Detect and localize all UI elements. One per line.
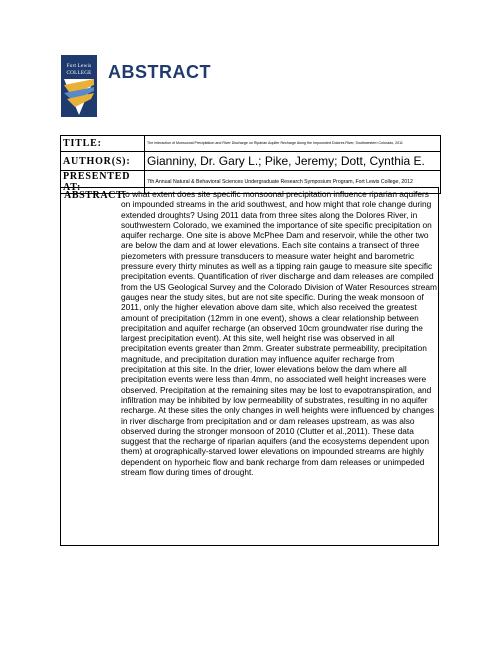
logo-line2: COLLEGE [66,70,92,76]
abstract-label: ABSTRACT: [64,190,127,201]
college-logo [61,55,97,117]
title-row [61,136,441,152]
author-row [61,152,441,171]
page-heading: ABSTRACT [108,62,211,82]
presented-label: PRESENTED AT: [61,171,145,194]
presented-value: 7th Annual Natural & Behavioral Sciences Undergraduate Research Symposium Program, Fort Lewis College, 2012 [145,171,441,194]
abstract-box [60,187,439,546]
author-label: AUTHOR(S): [61,152,145,171]
abstract-text: To what extent does site specific monsoonal precipitation influence riparian aquifers on impounded streams in the arid southwest, and how might that role change during extended droughts? Using 2011 data from three sites along the Dolores River, in southwestern Colorado, we examined the importance of site specific precipitation on aquifer recharge. One site is above McPhee Dam and reservoir, while the other two are below the dam and at lower elevations. Each site contains a transect of three piezometers with pressure transducers to measure water height and barometric pressure every thirty minutes as well as a tipping rain gauge to measure site specific precipitation events. Quantification of river discharge and dam releases are compiled from the US Geological Survey and the Colorado Division of Water Resources stream gauges near the study sites, but are not site specific. During the weak monsoon of 2011, only the higher elevation above dam site, which also received the greatest amount of precipitation (12mm in one event), shows a clear relationship between precipitation and aquifer recharge (an observed 10cm groundwater rise during the largest precipitation event). At this site, well height rise was observed in all precipitation events greater than 2mm. Greater substrate permeability, precipitation magnitude, and precipitation duration may influence aquifer recharge from precipitation at this site. In the drier, lower elevations below the dam where all precipitation events were less than 4mm, no associated well height increases were observed. Precipitation at the remaining sites may be lost to evapotranspiration, and infiltration may be inhibited by low permeability of substrates, resulting in no aquifer recharge. At these sites the only changes in well heights were influenced by changes in river discharge from precipitation and or dam releases upstream, as was also observed during the stronger monsoon of 2010 (Clutter et al.,2011). These data suggest that the recharge of riparian aquifers (and the ecosystems dependent upon them) at orographically-starved lower elevations on impounded streams are highly dependent on hyporheic flow and bank recharge from dam releases or unimpeded stream flow during times of drought. [121,189,437,478]
info-table [60,135,441,194]
title-label: TITLE: [61,136,145,152]
logo-line1: Fort Lewis [66,63,92,69]
title-value: The Interaction of Monsoonal Precipitation and River Discharge on Riparian Aquifer Recharge Along the Impounded Dolores River, Southwestern Colorado, 2011 [145,136,441,152]
author-value: Gianniny, Dr. Gary L.; Pike, Jeremy; Dott, Cynthia E. [145,152,441,171]
